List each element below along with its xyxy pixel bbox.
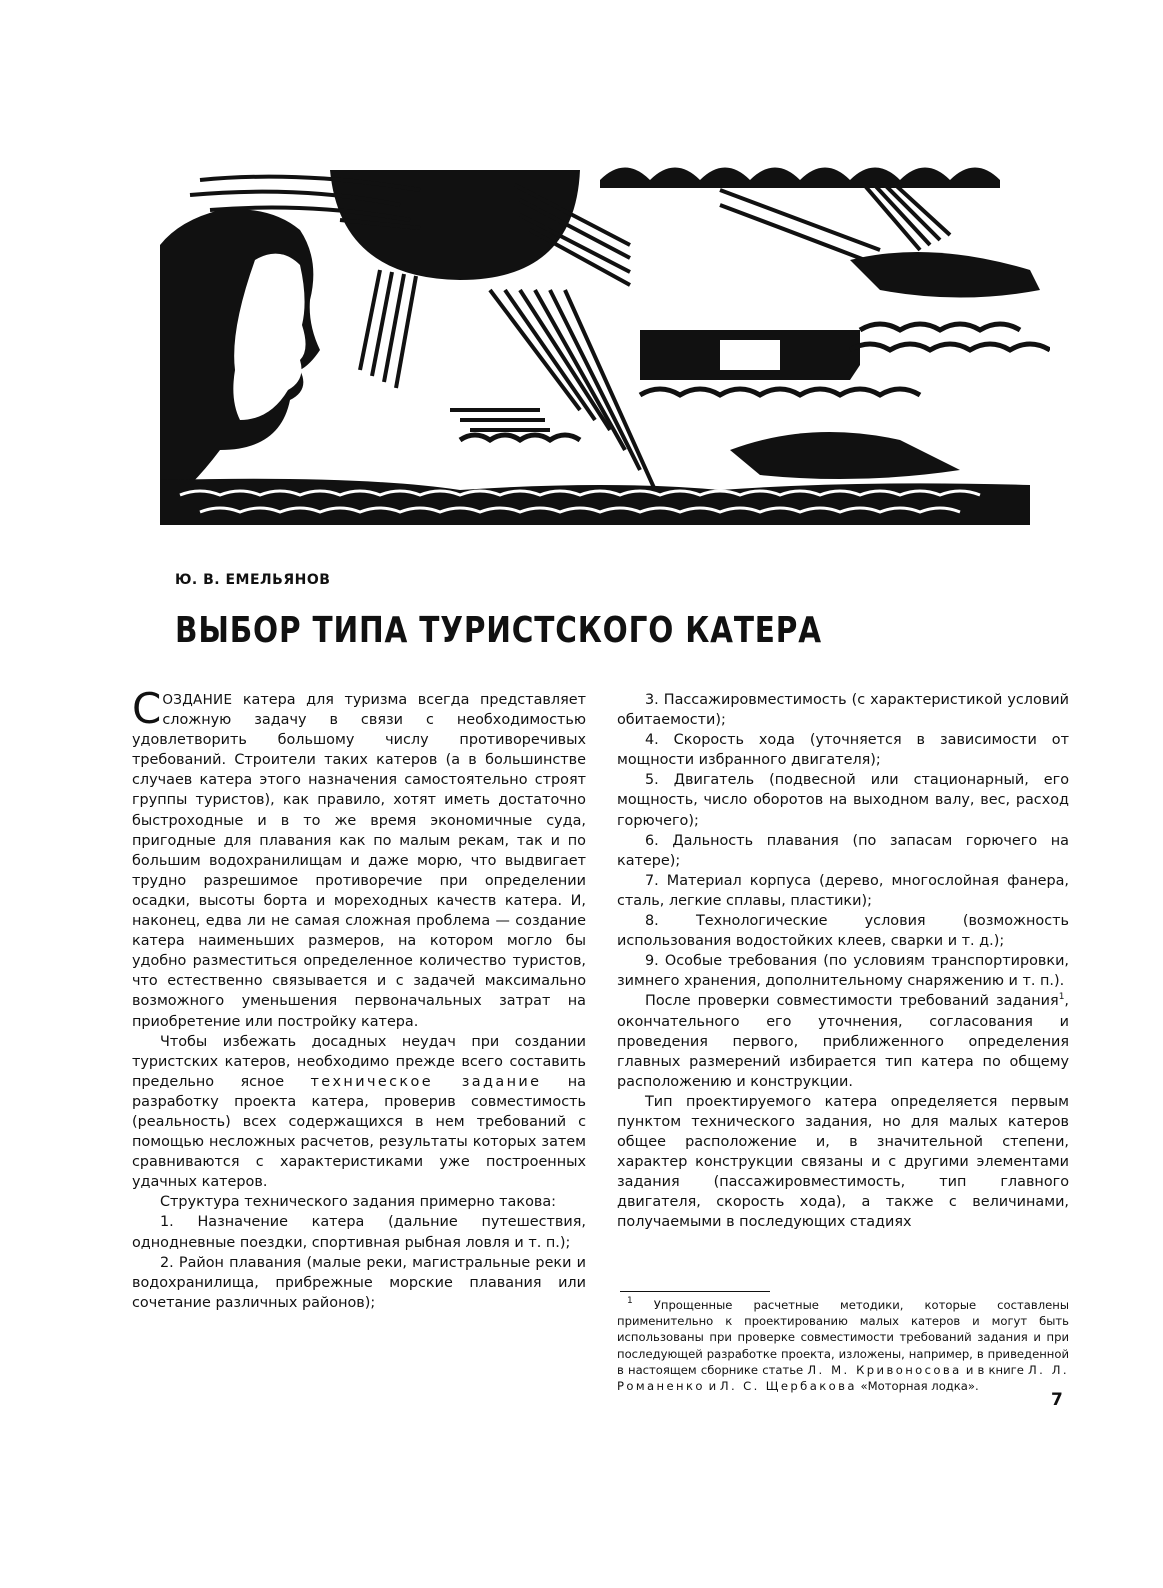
footnote-marker: 1 [627,1296,633,1306]
dropcap: С [132,684,162,733]
speedboat-top [850,252,1040,298]
footnote-name-2: Л. Л. Романенко [617,1362,1069,1394]
header-illustration [160,150,1050,540]
footnote [617,1297,1069,1394]
paragraph-structure: Структура технического задания примерно такова: [160,1194,557,1211]
paragraph-task [132,1032,586,1193]
list-item: 3. Пассажировместимость (с характеристикой условий обитаемости); [617,692,1069,729]
footnote-ref[interactable]: 1 [1058,992,1065,1003]
paragraph-task-b: на разработку проекта катера, проверив совместимость (реальность) всех содержащихся в нем требований с помощью несложных расчетов, результаты которых затем сравниваются с характеристиками уже построенных удачных катеров. [132,1073,586,1191]
article-author: Ю. В. ЕМЕЛЬЯНОВ [175,572,331,588]
footnote-divider [620,1291,770,1292]
paragraph-after-check [617,991,1069,1091]
list-item: 2. Район плавания (малые реки, магистральные реки и водохранилища, прибрежные морские плавания или сочетание различных районов); [132,1254,586,1311]
right-column [617,690,1069,1233]
list-item: 7. Материал корпуса (дерево, многослойная фанера, сталь, легкие сплавы, пластики); [617,872,1069,909]
lead-smallcaps: ОЗДАНИЕ [162,692,233,708]
list-item: 6. Дальность плавания (по запасам горючего на катере); [617,832,1069,869]
list-item: 1. Назначение катера (дальние путешествия, однодневные поездки, спортивная рыбная ловля и т. п.); [132,1214,586,1251]
footnote-text-d: «Моторная лодка». [856,1379,979,1394]
article-title: ВЫБОР ТИПА ТУРИСТСКОГО КАТЕРА [175,610,822,651]
footnote-name-1: Л. М. Кривоносова [807,1362,962,1377]
list-item: 9. Особые требования (по условиям транспортировки, зимнего хранения, дополнительному снаряжению и т. п.). [617,953,1069,990]
paragraph-task-a: Чтобы избежать досадных неудач при создании туристских катеров, необходимо прежде всего составить предельно ясное [132,1033,586,1090]
paragraph-intro-text: катера для туризма всегда представляет сложную задачу в связи с необходимостью удовлетворить большому числу противоречивых требований. Строители таких катеров (а в большинстве случаев катера этого назначения самостоятельно строят группы туристов), как правило, хотят иметь достаточно быстроходные и в то же время экономичные суда, пригодные для плавания как по малым рекам, так и по большим водохранилищам и даже морю, что выдвигает трудно разрешимое противоречие при определении осадки, высоты борта и мореходных качеств катера. И, наконец, едва ли не самая сложная проблема — создание катера наименьших размеров, на котором могло бы удобно разместиться определенное количество туристов, что естественно связывается и с задачей максимально возможного уменьшения первоначальных затрат на приобретение или постройку катера. [132,692,586,1030]
footnote-name-3: Л. С. Щербакова [719,1379,857,1394]
left-column [132,684,586,1313]
list-item: 4. Скорость хода (уточняется в зависимости от мощности избранного двигателя); [617,732,1069,769]
footnote-text-c: и [704,1379,720,1394]
footnote-text-b: и в книге [961,1362,1029,1377]
motorboat-bottom [730,432,960,479]
paragraph-after-a: После проверки совместимости требований задания [645,993,1059,1010]
paragraph-intro [132,684,586,1032]
paragraph-after-b: , окончательного его уточнения, согласования и проведения первого, приближенного определения главных размерений избирается тип катера по общему расположению и конструкции. [617,993,1069,1090]
list-item: 8. Технологические условия (возможность использования водостойких клеев, сварки и т. д.); [617,913,1069,950]
spaced-term: техническое задание [310,1073,542,1090]
footnote-text-a: Упрощенные расчетные методики, которые составлены применительно к проектированию малых катеров и могут быть использованы при проверке совместимости требований задания и при последующей разработке проекта, изложены, например, в приведенной в настоящем сборнике статье [617,1298,1069,1377]
list-item: 5. Двигатель (подвесной или стационарный, его мощность, число оборотов на выходном валу, вес, расход горючего); [617,772,1069,829]
paragraph-type: Тип проектируемого катера определяется первым пунктом технического задания, но для малых катеров общее расположение и, в значительной степени, характер конструкции связаны и с другими элементами задания (пассажировместимость, тип главного двигателя, скорость хода), а также с величинами, получаемыми в последующих стадиях [617,1093,1069,1231]
page-number: 7 [1051,1390,1063,1410]
